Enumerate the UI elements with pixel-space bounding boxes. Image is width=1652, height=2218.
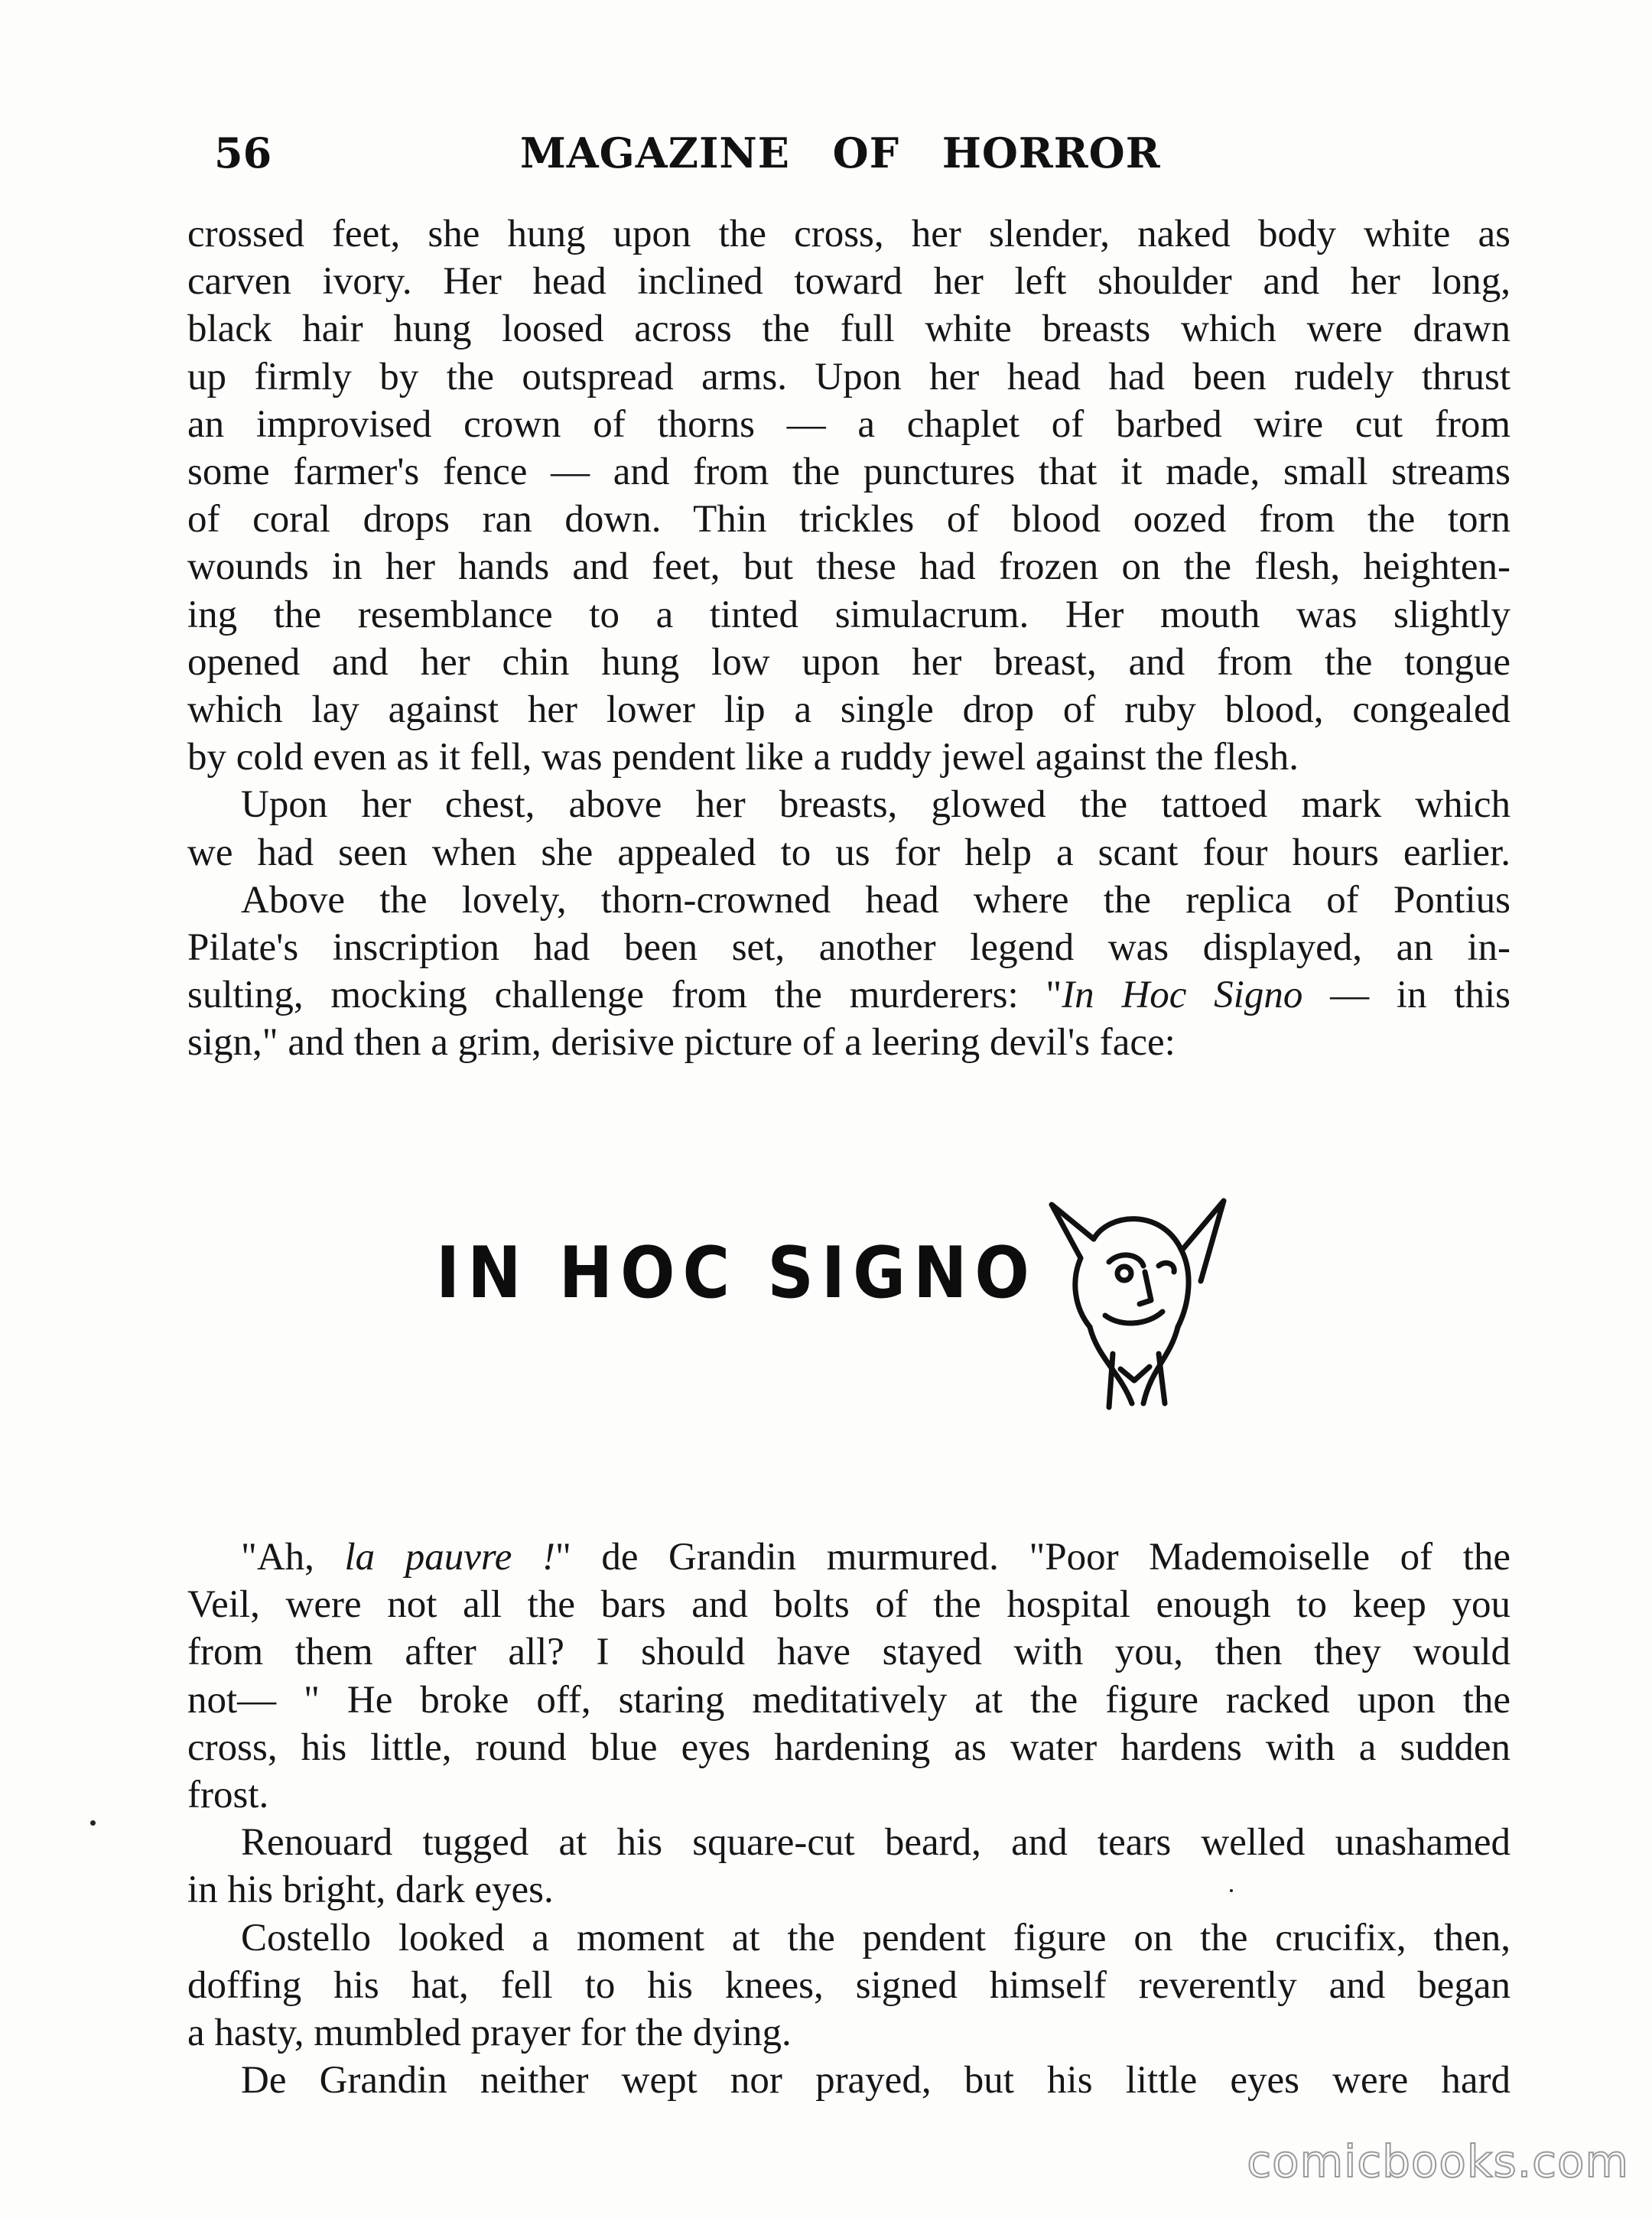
text-line: up firmly by the outspread arms. Upon her head had been rudely thrust <box>187 355 1511 398</box>
text-line: opened and her chin hung low upon her breast, and from the tongue <box>187 640 1511 684</box>
text-block-top <box>187 210 1511 1067</box>
text-line: doffing his hat, fell to his knees, signed himself reverently and began <box>187 1963 1511 2007</box>
ink-speck <box>1230 1889 1233 1892</box>
devil-face-drawing <box>1036 1174 1235 1434</box>
text-line: Pilate's inscription had been set, another legend was displayed, an in- <box>187 926 1511 970</box>
italic-phrase: In Hoc Signo <box>1062 974 1303 1017</box>
text-run: "Ah, <box>241 1536 345 1579</box>
text-block-bottom <box>187 1533 1511 2104</box>
paragraph-start-line: Costello looked a moment at the pendent figure on the crucifix, then, <box>241 1916 1511 1959</box>
text-line: cross, his little, round blue eyes hardening as water hardens with a sudden <box>187 1725 1511 1769</box>
ink-speck <box>90 1820 96 1826</box>
text-line: Veil, were not all the bars and bolts of the hospital enough to keep you <box>187 1583 1511 1627</box>
text-line: from them after all? I should have stayed with you, then they would <box>187 1631 1511 1674</box>
magazine-title: MAGAZINE OF HORROR <box>520 128 1161 177</box>
text-line: in his bright, dark eyes. <box>187 1868 554 1912</box>
text-line: not— " He broke off, staring meditatively at the figure racked upon the <box>187 1678 1511 1722</box>
text-line: carven ivory. Her head inclined toward her left shoulder and her long, <box>187 260 1511 304</box>
text-run: " de Grandin murmured. "Poor Mademoiselle of the <box>554 1536 1511 1579</box>
text-line: sign," and then a grim, derisive picture of a leering devil's face: <box>187 1021 1176 1065</box>
text-line: which lay against her lower lip a single drop of ruby blood, congealed <box>187 688 1511 732</box>
paragraph-start-line: Upon her chest, above her breasts, glowed the tattoed mark which <box>241 783 1511 827</box>
text-line: black hair hung loosed across the full white breasts which were drawn <box>187 307 1511 351</box>
paragraph-start-line: Renouard tugged at his square-cut beard, and tears welled unashamed <box>241 1821 1511 1865</box>
text-line: crossed feet, she hung upon the cross, her slender, naked body white as <box>187 213 1511 255</box>
page-number: 56 <box>214 128 272 177</box>
text-line: by cold even as it fell, was pendent like a ruddy jewel against the flesh. <box>187 736 1299 779</box>
text-line: we had seen when she appealed to us for help a scant four hours earlier. <box>187 831 1511 874</box>
running-header <box>214 128 1514 182</box>
text-line: ing the resemblance to a tinted simulacrum. Her mouth was slightly <box>187 593 1511 636</box>
text-line: some farmer's fence — and from the punctures that it made, small streams <box>187 450 1511 494</box>
text-line-with-italic: sulting, mocking challenge from the murderers: "In Hoc Signo — in this <box>187 974 1511 1017</box>
text-run: — in this <box>1302 974 1511 1017</box>
text-run: sulting, mocking challenge from the murderers: <box>187 974 1046 1017</box>
text-line: an improvised crown of thorns — a chaplet of barbed wire cut from <box>187 402 1511 446</box>
paragraph-start-line: Above the lovely, thorn-crowned head where the replica of Pontius <box>241 878 1511 922</box>
text-line: a hasty, mumbled prayer for the dying. <box>187 2011 792 2055</box>
paragraph-start-line <box>187 1533 1511 1581</box>
paragraph-start-line: De Grandin neither wept nor prayed, but his little eyes were hard <box>241 2059 1511 2103</box>
italic-phrase: la pauvre ! <box>344 1536 555 1579</box>
in-hoc-signo-inscription: IN HOC SIGNO <box>436 1231 1037 1314</box>
text-line: of coral drops ran down. Thin trickles of blood oozed from the torn <box>187 498 1511 541</box>
text-line: wounds in her hands and feet, but these had frozen on the flesh, heighten- <box>187 545 1511 589</box>
text-line: frost. <box>187 1774 269 1817</box>
watermark: comicbooks.com <box>1247 2135 1629 2187</box>
